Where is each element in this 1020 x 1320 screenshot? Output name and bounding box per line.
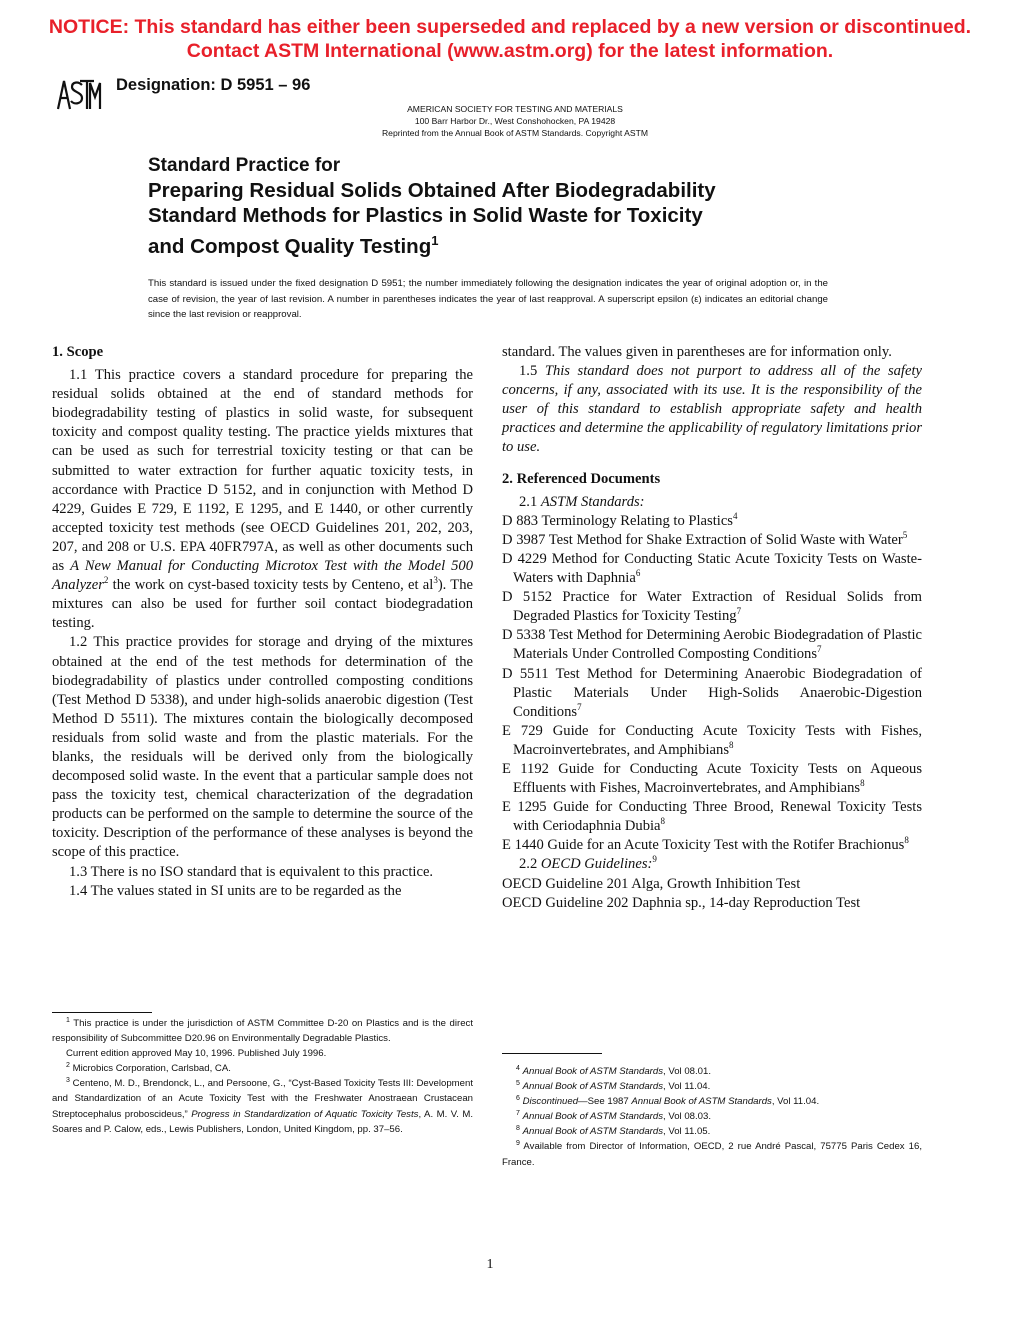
scope-para-1-1 — [52, 366, 473, 633]
scope-p1-text-b: the work on cyst-based toxicity tests by Centeno, et al — [108, 577, 434, 594]
footnote-8-mark: 8 — [516, 1125, 520, 1133]
title-line-3-text: and Compost Quality Testing — [148, 234, 432, 258]
title-line-2: Standard Methods for Plastics in Solid Waste for Toxicity — [148, 204, 703, 227]
reference-footnote-mark: 8 — [860, 778, 865, 789]
footnote-rule-left — [52, 1012, 152, 1013]
footnote-3-text: Centeno, M. D., Brendonck, L., and Persoone, G., “Cyst-Based Toxicity Tests III: Development and Standardization of an Acute Toxicity Test with the Freshwater Anostraean Crustacean Streptocephalus proboscideus,” — [52, 1078, 473, 1120]
astm-standards-label — [502, 493, 922, 512]
scope-p1-sup-b: 3 — [433, 575, 438, 586]
astm-label-num: 2.1 — [519, 493, 541, 510]
publisher-address: 100 Barr Harbor Dr., West Conshohocken, PA 19428 — [414, 116, 616, 126]
footnote-3-italic: Progress in Standardization of Aquatic Toxicity Tests — [191, 1108, 419, 1120]
scope-p1-text: 1.1 This practice covers a standard procedure for preparing the residual solids obtained at the end of standard methods for biodegradability testing of plastics in solid waste, for subsequent toxicity and compost quality testing. The practice yields mixtures that can be used as such for terrestrial toxicity testing or that can be submitted to water extraction for further aquatic toxicity tests, in accordance with Practice D 5152, and in conjunction with Method D 4229, Guides E 729, E 1192, E 1295, and E 1440, or other currently accepted toxicity test methods (see OECD Guidelines 201, 202, 203, 207, and 208 or U.S. EPA 40FR797A, as well as other documents such as — [52, 367, 473, 575]
footnote-5-italic: Annual Book of ASTM Standards — [522, 1081, 664, 1093]
publisher-info — [320, 103, 710, 139]
footnote-3-mark: 3 — [66, 1077, 70, 1085]
reference-footnote-mark: 7 — [577, 701, 582, 712]
footnote-6-text: —See 1987 — [578, 1096, 632, 1108]
scope-para-1-5 — [502, 362, 922, 457]
left-column — [52, 343, 473, 901]
footnote-2 — [52, 1061, 473, 1076]
oecd-guidelines-label — [502, 855, 922, 874]
footnote-5 — [502, 1079, 922, 1094]
footnote-7-mark: 7 — [516, 1110, 520, 1118]
scope-para-1-2: 1.2 This practice provides for storage and drying of the mixtures obtained at the end of the test methods for determination of the biodegradability of plastics under controlled composting conditions (Test Method D 5338), and under high-solids anaerobic digestion (Test Method D 5511). The mixtures contain the biologically decomposed residuals from solid waste and from the plastic materials. For the blanks, the residuals will be derived only from the biologically decomposed solid waste. In the event that a particular sample does not pass the toxicity test, chemical characterization of the degradation products can be performed on the sample to determine the source of the toxicity. Description of the performance of these analyses is beyond the scope of this practice. — [52, 634, 473, 861]
reference-item — [502, 588, 922, 626]
footnotes-right — [502, 1064, 922, 1170]
reference-item — [502, 512, 922, 531]
footnote-7 — [502, 1109, 922, 1124]
oecd-item: OECD Guideline 201 Alga, Growth Inhibition Test — [502, 875, 801, 892]
designation: Designation: D 5951 – 96 — [116, 76, 311, 94]
astm-label-text: ASTM Standards: — [540, 493, 645, 510]
reference-text: D 4229 Method for Conducting Static Acute Toxicity Tests on Waste-Waters with Daphnia — [502, 550, 922, 587]
scope-heading: 1. Scope — [52, 344, 104, 360]
reference-item — [502, 760, 922, 798]
footnote-9 — [502, 1139, 922, 1169]
title-footnote-ref: 1 — [431, 233, 439, 248]
reference-text: E 1192 Guide for Conducting Acute Toxicity Tests on Aqueous Effluents with Fishes, Macroinvertebrates, and Amphibians — [502, 760, 922, 797]
footnote-8 — [502, 1124, 922, 1139]
footnote-4-italic: Annual Book of ASTM Standards — [522, 1066, 664, 1077]
scope-p1-sup: 2 — [103, 575, 109, 586]
footnote-9-mark: 9 — [516, 1140, 520, 1148]
reference-footnote-mark: 8 — [904, 835, 909, 846]
reference-footnote-mark: 5 — [902, 529, 908, 540]
footnote-3 — [52, 1076, 473, 1136]
footnote-9-text: Available from Director of Information, OECD, 2 rue André Pascal, 75775 Paris Cedex 16, France. — [502, 1141, 922, 1168]
scope-para-1-4-cont: standard. The values given in parentheses are for information only. — [502, 344, 892, 360]
scope-p5-italic: This standard does not purport to address all of the safety concerns, if any, associated with its use. It is the responsibility of the user of this standard to establish appropriate safety and health practices and determine the applicability of regulatory limitations prior to use. — [502, 363, 922, 456]
footnote-2-text: Microbics Corporation, Carlsbad, CA. — [69, 1063, 231, 1075]
document-title — [148, 154, 716, 259]
reference-item — [502, 665, 922, 722]
notice-line-1: NOTICE: This standard has either been superseded and replaced by a new version or discontinued. — [48, 16, 972, 38]
footnote-1-mark: 1 — [66, 1016, 70, 1024]
footnote-8-text: , Vol 11.05. — [663, 1126, 711, 1138]
footnote-7-text: , Vol 08.03. — [663, 1111, 712, 1123]
references-heading: 2. Referenced Documents — [502, 470, 661, 487]
oecd-list — [502, 875, 922, 913]
footnote-4-mark: 4 — [516, 1064, 520, 1072]
oecd-label-num: 2.2 — [519, 856, 541, 873]
reference-footnote-mark: 8 — [660, 816, 666, 827]
footnote-5-text: , Vol 11.04. — [663, 1081, 711, 1093]
reference-text: E 1440 Guide for an Acute Toxicity Test with the Rotifer Brachionus — [502, 837, 905, 854]
footnote-7-italic: Annual Book of ASTM Standards — [522, 1111, 664, 1123]
footnote-5-mark: 5 — [516, 1079, 520, 1087]
scope-p1-italic: A New Manual for Conducting Microtox Test with the Model 500 Analyzer — [52, 558, 473, 594]
reference-footnote-mark: 8 — [729, 740, 734, 751]
reference-footnote-mark: 4 — [732, 510, 738, 521]
footnote-4-text: , Vol 08.01. — [663, 1066, 712, 1077]
footnote-3-text-b: , A. M. V. M. Soares and P. Calow, eds., Lewis Publishers, London, United Kingdom, pp. 37–56. — [52, 1108, 474, 1135]
footnote-6-italic-b: Annual Book of ASTM Standards — [631, 1096, 772, 1108]
footnote-4 — [502, 1064, 922, 1079]
footnote-6-mark: 6 — [516, 1095, 520, 1102]
reference-text: D 5152 Practice for Water Extraction of Residual Solids from Degraded Plastics for Toxicity Testing — [502, 589, 922, 625]
reference-footnote-mark: 7 — [817, 644, 822, 655]
scope-para-1-4: 1.4 The values stated in SI units are to be regarded as the — [69, 882, 402, 899]
footnote-6-text-b: , Vol 11.04. — [771, 1096, 820, 1108]
reference-text: E 1295 Guide for Conducting Three Brood, Renewal Toxicity Tests with Ceriodaphnia Dubia — [502, 799, 922, 835]
reference-list — [502, 512, 922, 856]
scope-p1-text-c: ). The mixtures can also be used for further soil contact biodegradation testing. — [52, 577, 473, 632]
footnote-6-italic: Discontinued — [522, 1096, 579, 1108]
reference-item — [502, 836, 922, 855]
right-column — [502, 343, 922, 913]
title-line-1: Preparing Residual Solids Obtained After Biodegradability — [148, 179, 716, 202]
title-prefix: Standard Practice for — [148, 155, 341, 176]
issued-note: This standard is issued under the fixed designation D 5951; the number immediately following the designation indicates the year of original adoption or, in the case of revision, the year of last revision. A number in parentheses indicates the year of last reapproval. A superscript epsilon (ε) indicates an editorial change since the last revision or reapproval. — [148, 278, 828, 320]
reference-item — [502, 550, 922, 588]
reference-text: D 3987 Test Method for Shake Extraction of Solid Waste with Water — [502, 531, 903, 548]
notice-line-2: Contact ASTM International (www.astm.org) for the latest information. — [186, 40, 834, 62]
publisher-org: AMERICAN SOCIETY FOR TESTING AND MATERIALS — [407, 104, 623, 114]
footnote-8-italic: Annual Book of ASTM Standards — [522, 1126, 664, 1138]
reference-item — [502, 626, 922, 664]
scope-para-1-3: 1.3 There is no ISO standard that is equivalent to this practice. — [69, 863, 434, 880]
reference-text: D 883 Terminology Relating to Plastics — [502, 512, 733, 529]
reference-item — [502, 531, 922, 550]
reference-text: E 729 Guide for Conducting Acute Toxicity Tests with Fishes, Macroinvertebrates, and Amphibians — [502, 722, 922, 758]
footnote-6 — [502, 1094, 922, 1109]
reference-item — [502, 722, 922, 760]
reference-item — [502, 798, 922, 836]
reference-footnote-mark: 6 — [635, 568, 641, 579]
footnote-1-text: This practice is under the jurisdiction of ASTM Committee D-20 on Plastics and is the direct responsibility of Subcommittee D20.96 on Environmentally Degradable Plastics. — [52, 1018, 473, 1045]
scope-p5-num: 1.5 — [519, 363, 545, 380]
footnotes-left — [52, 1016, 473, 1137]
oecd-label-sup: 9 — [652, 854, 657, 865]
footnote-rule-right — [502, 1053, 602, 1054]
oecd-item: OECD Guideline 202 Daphnia sp., 14-day Reproduction Test — [502, 894, 861, 911]
reference-text: D 5338 Test Method for Determining Aerobic Biodegradation of Plastic Materials Under Controlled Composting Conditions — [502, 627, 922, 663]
publisher-reprint: Reprinted from the Annual Book of ASTM Standards. Copyright ASTM — [381, 128, 649, 138]
astm-logo — [54, 75, 102, 120]
footnote-1-edition: Current edition approved May 10, 1996. Published July 1996. — [66, 1048, 327, 1060]
title-line-3 — [148, 228, 716, 259]
reference-text: D 5511 Test Method for Determining Anaerobic Biodegradation of Plastic Materials Under High-Solids Anaerobic-Digestion Conditions — [502, 665, 922, 720]
footnote-1 — [52, 1016, 473, 1046]
footnote-2-mark: 2 — [66, 1062, 70, 1070]
reference-footnote-mark: 7 — [736, 606, 742, 617]
oecd-label-text: OECD Guidelines: — [540, 856, 653, 873]
page-number: 1 — [486, 1257, 494, 1272]
